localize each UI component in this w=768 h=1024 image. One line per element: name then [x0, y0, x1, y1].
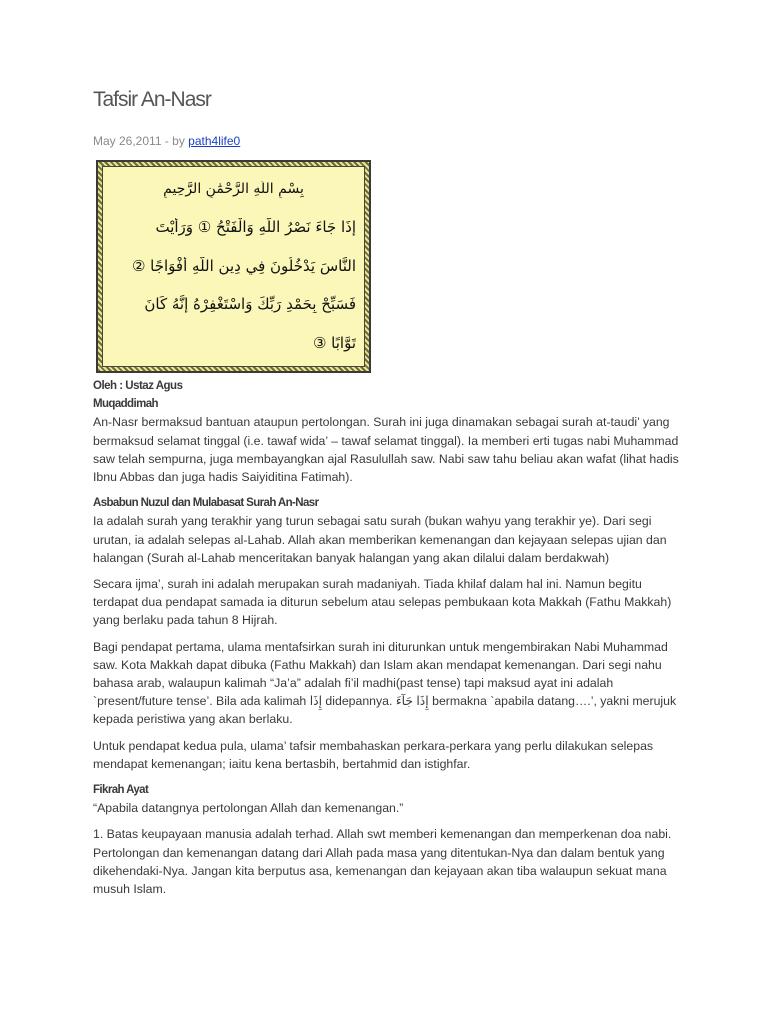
author-link[interactable]: path4life0: [188, 134, 241, 148]
paragraph: Untuk pendapat kedua pula, ulama’ tafsir membahaskan perkara-perkara yang perlu dilakukan selepas mendapat kemenangan; iaitu kena bertasbih, bertahmid dan istighfar.: [93, 738, 654, 771]
paragraph: Bagi pendapat pertama, ulama mentafsirkan surah ini diturunkan untuk mengembirakan Nabi Muhammad saw. Kota Makkah dapat dibuka (Fathu Makkah) dan Islam akan mendapat kemenangan. Dari segi nahu bahasa arab, walaupun kalimah “Ja’a” adalah fi’il madhi(past tense) tapi maksud ayat ini adalah `present/future tense’. Bila ada kalimah إِذَا didepannya. إِذَا جَآءَ bermakna `apabila datang….’, yakni merujuk kepada peristiwa yang akan berlaku.: [93, 639, 677, 727]
section-heading-muqaddimah: Muqaddimah: [93, 398, 158, 411]
basmala-line: بِسْمِ اللَّهِ الرَّحْمَٰنِ الرَّحِيمِ: [163, 181, 304, 198]
post-date: May 26,2011: [93, 134, 162, 148]
paragraph: An-Nasr bermaksud bantuan ataupun pertolongan. Surah ini juga dinamakan sebagai surah at-taudi’ yang bermaksud selamat tinggal (i.e. tawaf wida’ – tawaf selamat tinggal). Ia memberi erti tugas nabi Muhammad saw telah sempurna, juga membayangkan ajal Rasulullah saw. Nabi saw tahu beliau akan wafat (lihat hadis Ibnu Abbas dan juga hadis Saiyiditina Fatimah).: [93, 415, 679, 485]
surah-image-text: [102, 166, 365, 367]
ayah-line: فَسَبِّحْ بِحَمْدِ رَبِّكَ وَاسْتَغْفِرْهُ إِنَّهُ كَانَ: [144, 295, 356, 314]
by-prefix: - by: [161, 134, 189, 148]
section-heading-asbabun-nuzul: Asbabun Nuzul dan Mulabasat Surah An-Nasr: [93, 497, 319, 510]
paragraph: 1. Batas keupayaan manusia adalah terhad. Allah swt memberi kemenangan dan memperkenan doa nabi. Pertolongan dan kemenangan datang dari Allah pada masa yang ditentukan-Nya dan dalam bentuk yang dikehendaki-Nya. Jangan kita berputus asa, kemenangan dan kejayaan akan tiba walaupun sekuat mana musuh Islam.: [93, 827, 672, 897]
ayah-line: إِذَا جَاءَ نَصْرُ اللَّهِ وَالْفَتْحُ ① وَرَأَيْتَ: [155, 218, 356, 237]
post-meta: [93, 134, 240, 148]
section-heading-fikrah-ayat: Fikrah Ayat: [93, 784, 149, 797]
byline: Oleh : Ustaz Agus: [93, 380, 183, 392]
paragraph: Ia adalah surah yang terakhir yang turun sebagai satu surah (bukan wahyu yang terakhir ye). Dari segi urutan, ia adalah selepas al-Lahab. Allah akan memberikan kemenangan dan kejayaan selepas ujian dan halangan (Surah al-Lahab menceritakan banyak halangan yang akan dilalui dalam berdakwah): [93, 514, 667, 565]
article-body: [93, 377, 683, 906]
ayah-line: تَوَّابًا ③: [312, 333, 356, 352]
page-title: Tafsir An-Nasr: [93, 88, 211, 111]
surah-image: [96, 160, 371, 373]
paragraph: Secara ijma’, surah ini adalah merupakan surah madaniyah. Tiada khilaf dalam hal ini. Namun begitu terdapat dua pendapat samada ia diturun sebelum atau selepas pembukaan kota Makkah (Fathu Makkah) yang berlaku pada tahun 8 Hijrah.: [93, 577, 672, 628]
ayah-line: النَّاسَ يَدْخُلُونَ فِي دِينِ اللَّهِ أَفْوَاجًا ②: [131, 256, 356, 275]
quote: “Apabila datangnya pertolongan Allah dan kemenangan.”: [93, 801, 404, 816]
